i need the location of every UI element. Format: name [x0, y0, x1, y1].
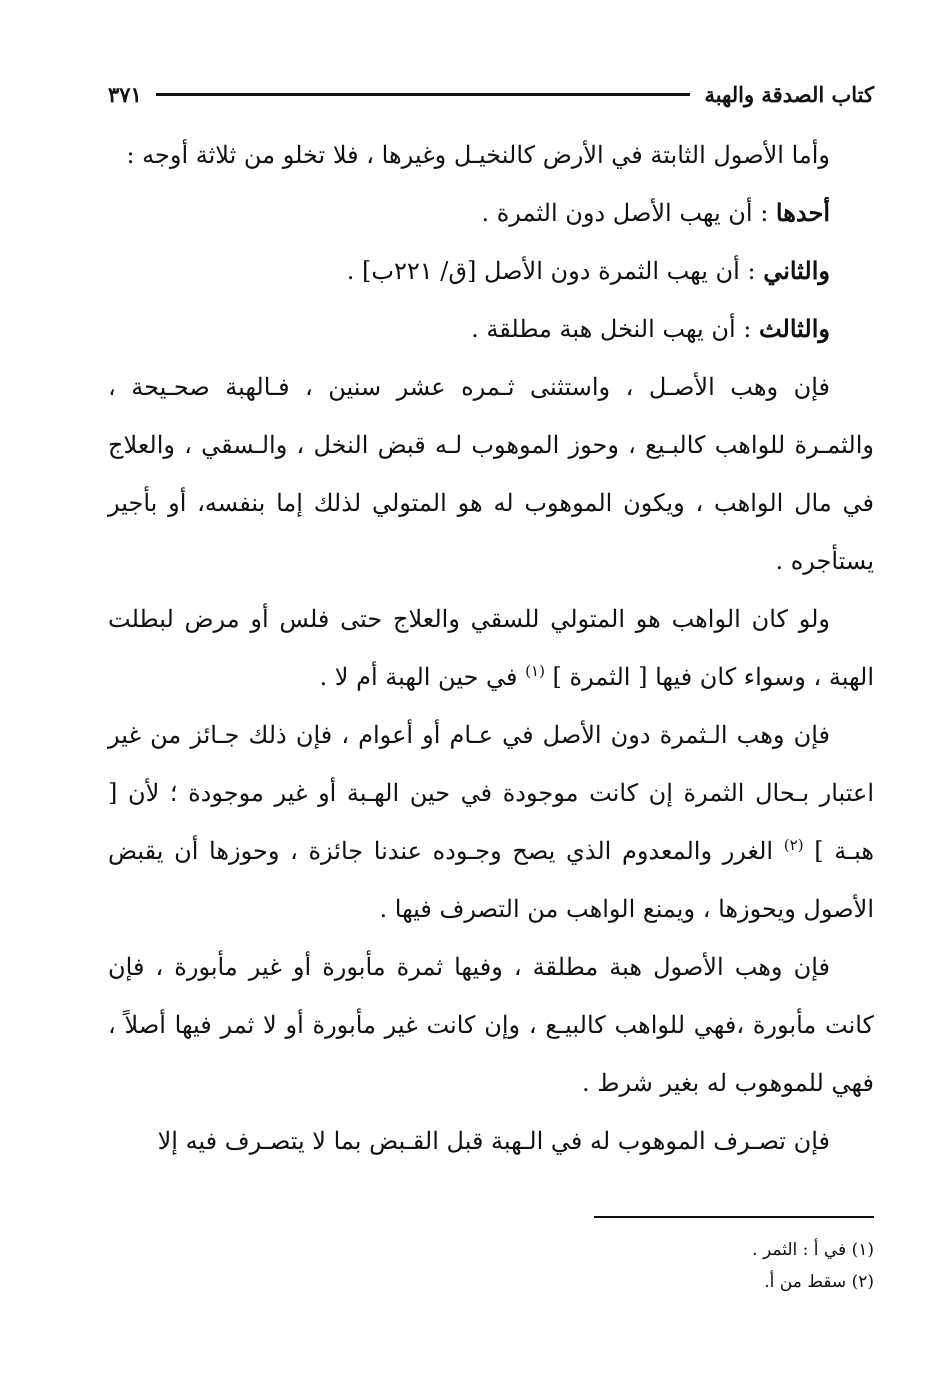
item-label: والثالث [758, 314, 830, 343]
header-rule [156, 93, 691, 96]
paragraph-text: فإن وهب الـثمرة دون الأصل في عـام أو أعوام ، فإن ذلك جـائز من غير اعتبار بـحال الثمرة إن كانت موجودة في حين الهـبة أو غير موجودة ؛ لأن [ هبـة ] [108, 721, 875, 865]
footnotes [174, 1234, 874, 1298]
paragraph-text: الغرر والمعدوم الذي يصح وجـوده عندنا جائزة ، وحوزها أن يقبض الأصول ويحوزها ، ويمنع الواهب من التصرف فيها . [108, 837, 874, 923]
paragraph: وأما الأصول الثابتة في الأرض كالنخيـل وغيرها ، فلا تخلو من ثلاثة أوجه : [126, 141, 830, 169]
paragraph: فإن وهب الأصـل ، واستثنى ثـمره عشر سنين ، فـالهبة صحـيحة ، والثمـرة للواهب كالبـيع ، وحوز الموهوب لـه قبض النخل ، والـسقي ، والعلاج في مال الواهب ، ويكون الموهوب له هو المتولي لذلك إما بنفسه، أو بأجير يستأجره . [108, 373, 874, 575]
page-number: ٣٧١ [108, 81, 142, 107]
paragraph-item [108, 300, 874, 358]
paragraph: فإن وهب الأصول هبة مطلقة ، وفيها ثمرة مأبورة أو غير مأبورة ، فإن كانت مأبورة ،فهي للواهب كالبيـع ، وإن كانت غير مأبورة أو لا ثمر فيها أصلاً ، فهي للموهوب له بغير شرط . [108, 953, 874, 1097]
paragraph [108, 590, 874, 706]
page-header [108, 72, 874, 116]
paragraph-item [108, 242, 874, 300]
paragraph [108, 706, 874, 938]
item-text: : أن يهب النخل هبة مطلقة . [471, 315, 759, 343]
running-title: كتاب الصدقة والهبة [704, 81, 874, 107]
footnote: (١) في أ : الثمر . [752, 1240, 874, 1260]
item-label: والثاني [763, 256, 830, 285]
page-body [108, 126, 874, 1170]
paragraph-text: في حين الهبة أم لا . [319, 663, 526, 691]
footnote: (٢) سقط من أ. [764, 1272, 874, 1292]
footnote-ref: (٢) [783, 836, 804, 854]
item-text: : أن يهب الثمرة دون الأصل [ق/ ٢٢١ب] . [346, 257, 764, 285]
paragraph-item [108, 184, 874, 242]
footnote-rule [594, 1216, 874, 1218]
paragraph-text: ولو كان الواهب هو المتولي للسقي والعلاج حتى فلس أو مرض لبطلت الهبة ، وسواء كان فيها [ الثمرة ] [108, 605, 874, 691]
paragraph: فإن تصـرف الموهوب له في الـهبة قبل القـبض بما لا يتصـرف فيه إلا [157, 1127, 830, 1155]
item-text: : أن يهب الأصل دون الثمرة . [481, 199, 776, 227]
item-label: أحدها [775, 198, 830, 227]
footnote-ref: (١) [525, 662, 545, 680]
